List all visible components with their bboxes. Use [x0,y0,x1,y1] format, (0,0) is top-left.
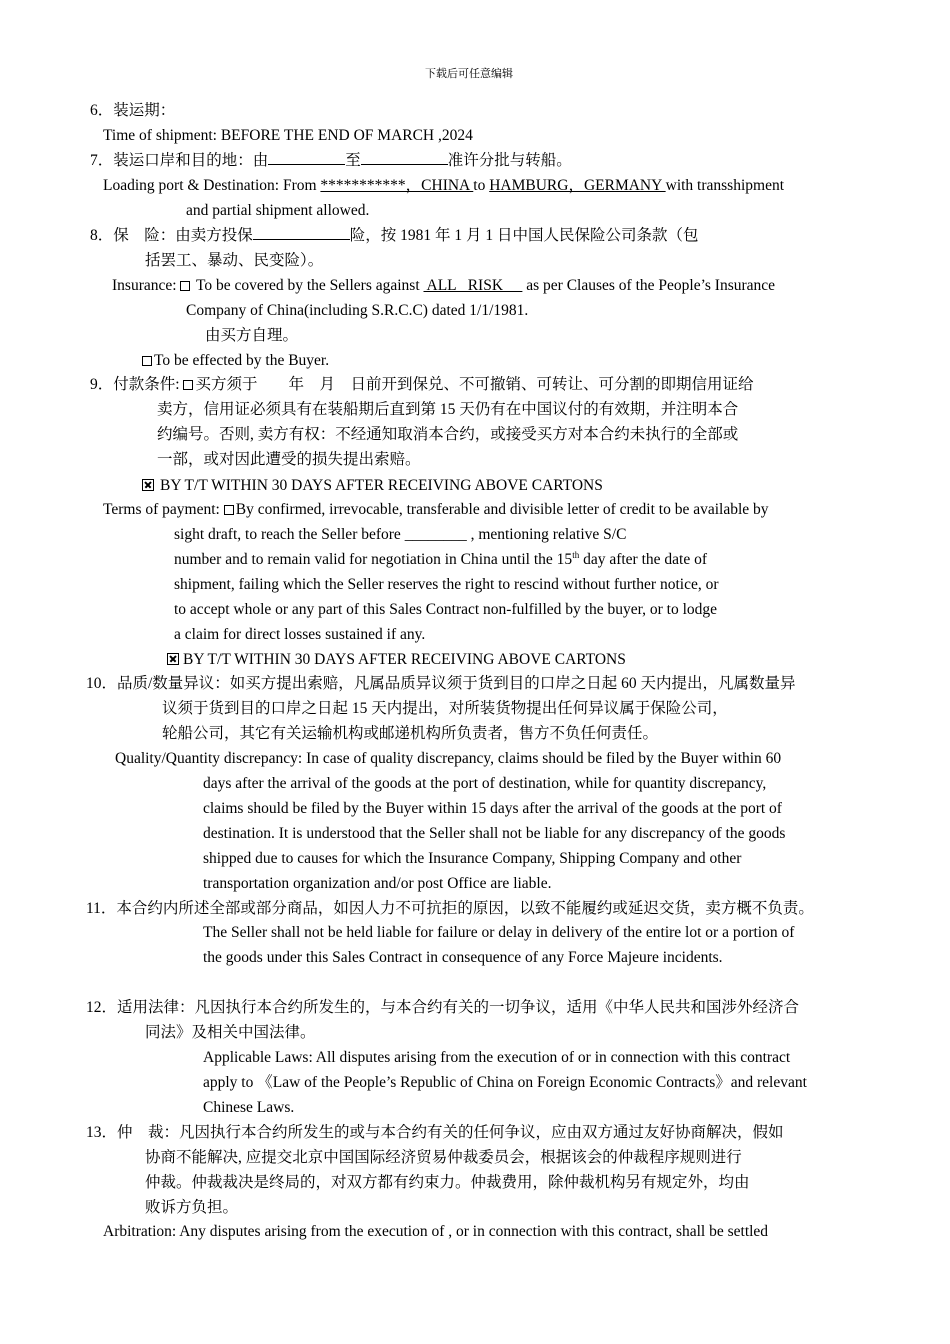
checkbox-icon[interactable] [180,281,190,291]
payment-en-2a: sight draft, to reach the Seller before [174,526,405,543]
payment-cn [90,372,753,397]
payment-tt-en-text: BY T/T WITHIN 30 DAYS AFTER RECEIVING ABOVE CARTONS [183,651,626,668]
destination-blank[interactable] [361,149,448,165]
arbitration-en-1: Arbitration: Any disputes arising from the execution of , or in connection with this contract, shall be settled [103,1223,769,1240]
payment-cn-3: 约编号。否则, 卖方有权：不经通知取消本合约，或接受买方对本合约未执行的全部或 [157,426,739,443]
law-en-3: Chinese Laws. [203,1099,295,1116]
payment-cn-b: 买方须于 年 月 日前开到保兑、不可撤销、可转让、可分割的即期信用证给 [195,376,754,393]
payment-en-3a: number and to remain valid for negotiation in China until the 15 [174,551,573,568]
insurance-cn-2: 括罢工、暴动、民变险）。 [145,252,324,269]
payment-en-2b: , mentioning relative S/C [466,526,627,543]
force-majeure-en-2: the goods under this Sales Contract in consequence of any Force Majeure incidents. [203,949,723,966]
insurance-buyer-en [142,348,329,373]
loading-port-en-c: with transshipment [665,177,785,194]
insurance-buyer-cn: 由买方自理。 [205,327,299,344]
insurance-en-b: as per Clauses of the People’s Insurance [522,277,776,294]
insurance-buyer-en-text: To be effected by the Buyer. [154,352,330,369]
loading-port-to-label: to [473,177,490,194]
loading-port-from: ***********，CHINA [320,177,474,194]
payment-date-blank[interactable]: ________ [404,526,467,543]
law-cn-1: 12．适用法律：凡因执行本合约所发生的，与本合约有关的一切争议，适用《中华人民共和国涉外经济合 [86,999,800,1016]
quality-en-4: destination. It is understood that the Seller shall not be liable for any discrepancy of the goods [203,825,786,842]
payment-cn-2: 卖方，信用证必须具有在装船期后直到第 15 天仍有在中国议付的有效期，并注明本合 [157,401,739,418]
checkbox-icon[interactable] [142,356,152,366]
arbitration-cn-3: 仲裁。仲裁裁决是终局的，对双方都有约束力。仲裁费用，除仲裁机构另有规定外，均由 [145,1174,750,1191]
payment-cn-4: 一部，或对因此遭受的损失提出索赔。 [157,451,421,468]
law-en-1: Applicable Laws: All disputes arising from the execution of or in connection with this contract [203,1049,791,1066]
force-majeure-cn: 11．本合约内所述全部或部分商品，如因人力不可抗拒的原因，以致不能履约或延迟交货，卖方概不负责。 [86,900,814,917]
shipment-time-en: Time of shipment: BEFORE THE END OF MARCH ,2024 [103,127,473,144]
checkbox-icon[interactable] [183,380,193,390]
payment-tt-cn-text: BY T/T WITHIN 30 DAYS AFTER RECEIVING ABOVE CARTONS [160,477,603,494]
insurance-en-label: Insurance: [112,277,181,294]
payment-en-3sup: th [572,549,580,560]
quality-cn-1: 10．品质/数量异议：如买方提出索赔，凡属品质异议须于货到目的口岸之日起 60 天内提出，凡属数量异 [86,675,796,692]
page-header-note: 下载后可任意编辑 [425,68,513,80]
quality-en-2: days after the arrival of the goods at the port of destination, while for quantity discrepancy, [203,775,767,792]
loading-port-cn-a: 7．装运口岸和目的地：由 [90,152,269,169]
insurance-risk: ALL RISK [423,277,523,294]
quality-cn-2: 议须于货到目的口岸之日起 15 天内提出，对所装货物提出任何异议属于保险公司， [162,700,728,717]
checkbox-icon[interactable] [224,505,234,515]
arbitration-cn-4: 败诉方负担。 [145,1199,239,1216]
loading-port-en-a: Loading port & Destination: From [103,177,321,194]
loading-port-cn-b: 至 [345,152,361,169]
quality-en-5: shipped due to causes for which the Insurance Company, Shipping Company and other [203,850,742,867]
payment-en-6: a claim for direct losses sustained if any. [174,626,426,643]
insurance-cn-a: 8．保 险：由卖方投保 [90,227,253,244]
payment-cn-a: 9．付款条件: [90,376,184,393]
payment-en-2 [174,522,626,547]
quality-cn-3: 轮船公司，其它有关运输机构或邮递机构所负责者，售方不负任何责任。 [162,725,659,742]
insurance-en-a: To be covered by the Sellers against [192,277,424,294]
insurance-blank[interactable] [253,224,350,240]
payment-en-3 [174,547,707,572]
arbitration-cn-2: 协商不能解决, 应提交北京中国国际经济贸易仲裁委员会，根据该会的仲裁程序规则进行 [145,1149,742,1166]
law-en-2: apply to 《Law of the People’s Republic of China on Foreign Economic Contracts》and relevant [203,1074,807,1091]
quality-en-1: Quality/Quantity discrepancy: In case of quality discrepancy, claims should be filed by the Buyer within 60 [115,750,782,767]
force-majeure-en-1: The Seller shall not be held liable for failure or delay in delivery of the entire lot or a portion of [203,924,795,941]
checked-box-icon[interactable] [142,479,154,491]
payment-en-1-text: By confirmed, irrevocable, transferable and divisible letter of credit to be available by [235,501,769,518]
insurance-cn [90,223,699,248]
payment-en-label: Terms of payment: [103,501,224,518]
law-cn-2: 同法》及相关中国法律。 [145,1024,316,1041]
payment-tt-en [167,647,626,672]
quality-en-3: claims should be filed by the Buyer within 15 days after the arrival of the goods at the port of [203,800,782,817]
arbitration-cn-1: 13．仲 裁：凡因执行本合约所发生的或与本合约有关的任何争议，应由双方通过友好协商解决，假如 [86,1124,784,1141]
shipment-time-cn: 6．装运期： [90,102,176,119]
loading-port-blank[interactable] [268,149,345,165]
loading-port-en-2: and partial shipment allowed. [186,202,370,219]
insurance-cn-b: 险，按 1981 年 1 月 1 日中国人民保险公司条款（包 [349,227,699,244]
destination-port: HAMBURG，GERMANY [489,177,666,194]
checked-box-icon[interactable] [167,653,179,665]
quality-en-6: transportation organization and/or post Office are liable. [203,875,552,892]
loading-port-cn [90,148,572,173]
payment-tt-cn [142,473,603,498]
insurance-en [112,273,775,298]
payment-en-1 [103,497,769,522]
payment-en-5: to accept whole or any part of this Sales Contract non-fulfilled by the buyer, or to lodge [174,601,718,618]
payment-en-4: shipment, failing which the Seller reserves the right to rescind without further notice, or [174,576,719,593]
payment-en-3b: day after the date of [579,551,708,568]
loading-port-en [103,173,784,198]
loading-port-cn-c: 准许分批与转船。 [447,152,572,169]
insurance-en-2: Company of China(including S.R.C.C) dated 1/1/1981. [186,302,529,319]
